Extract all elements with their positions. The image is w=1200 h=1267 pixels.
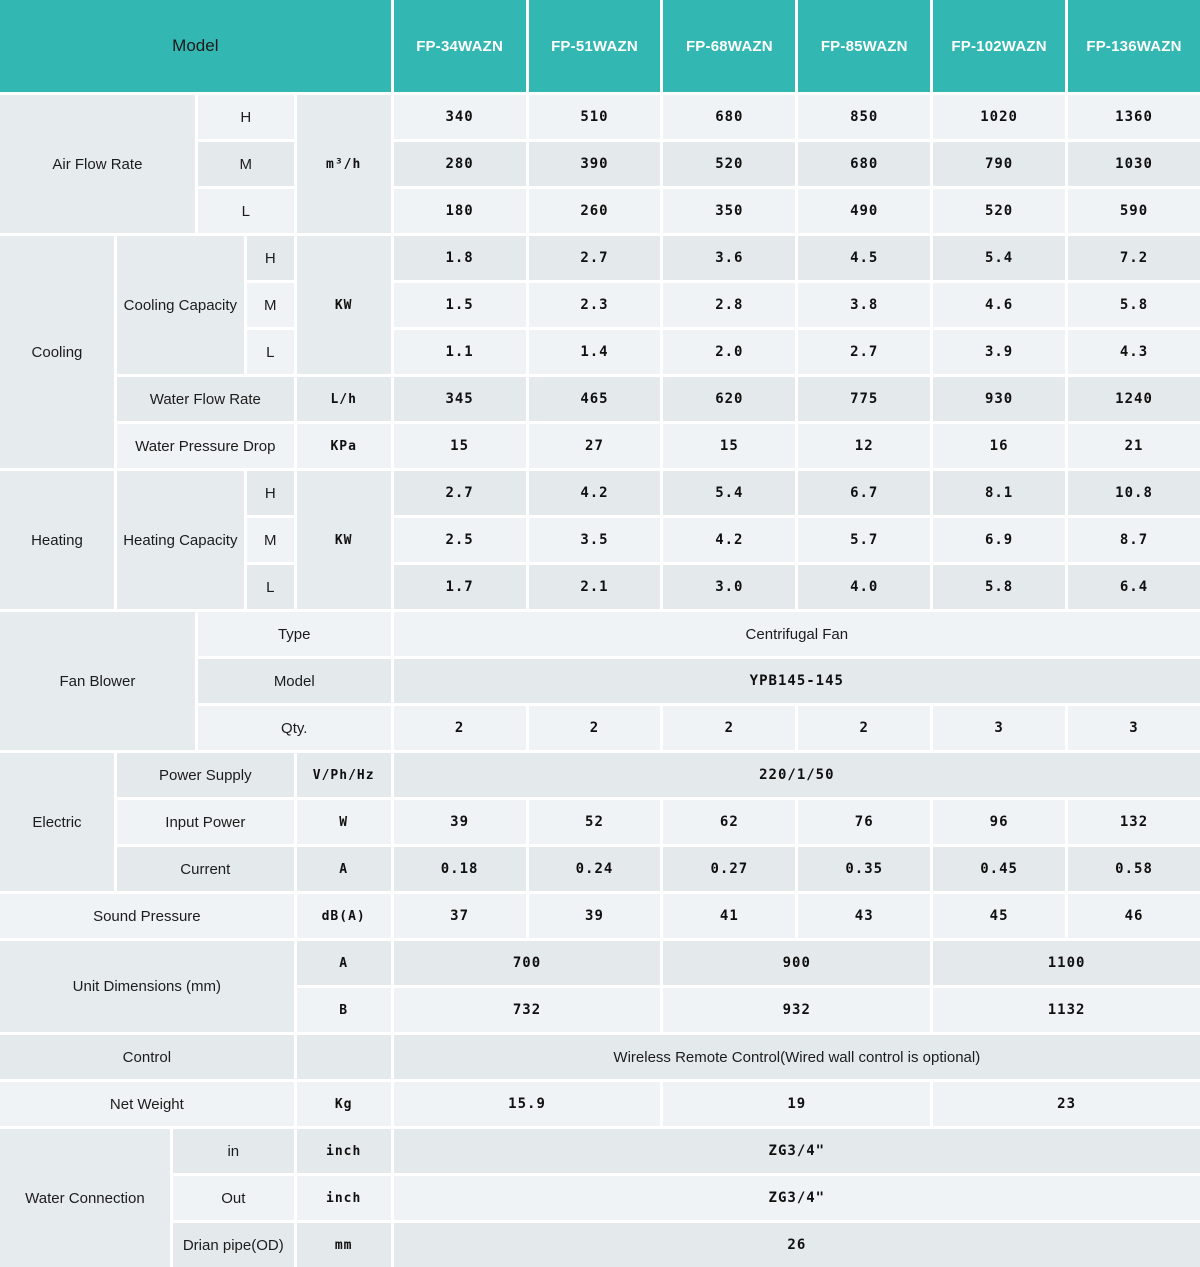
value-cell: 5.4 xyxy=(663,471,795,515)
value-cell: 340 xyxy=(394,95,526,139)
dimension-letter: A xyxy=(297,941,391,985)
water-in-value: ZG3/4" xyxy=(394,1129,1200,1173)
value-cell: 43 xyxy=(798,894,930,938)
value-cell: 2.0 xyxy=(663,330,795,374)
model-column-header: FP-68WAZN xyxy=(663,0,795,92)
heating-section-label: Heating xyxy=(0,471,114,609)
model-column-header: FP-136WAZN xyxy=(1068,0,1200,92)
value-cell: 2.7 xyxy=(529,236,661,280)
value-cell: 3.9 xyxy=(933,330,1065,374)
value-cell: 1.5 xyxy=(394,283,526,327)
input-power-label: Input Power xyxy=(117,800,294,844)
value-cell: 6.9 xyxy=(933,518,1065,562)
value-cell: 5.8 xyxy=(933,565,1065,609)
value-cell: 21 xyxy=(1068,424,1200,468)
drain-pipe-unit: mm xyxy=(297,1223,391,1267)
control-value: Wireless Remote Control(Wired wall control is optional) xyxy=(394,1035,1200,1079)
fan-model-label: Model xyxy=(198,659,391,703)
value-cell: 96 xyxy=(933,800,1065,844)
value-cell: 1360 xyxy=(1068,95,1200,139)
value-cell: 700 xyxy=(394,941,661,985)
value-cell: 4.2 xyxy=(663,518,795,562)
water-in-unit: inch xyxy=(297,1129,391,1173)
value-cell: 2.8 xyxy=(663,283,795,327)
value-cell: 1.7 xyxy=(394,565,526,609)
value-cell: 0.27 xyxy=(663,847,795,891)
value-cell: 465 xyxy=(529,377,661,421)
dimension-letter: B xyxy=(297,988,391,1032)
value-cell: 520 xyxy=(663,142,795,186)
fan-blower-section-label: Fan Blower xyxy=(0,612,195,750)
value-cell: 5.8 xyxy=(1068,283,1200,327)
value-cell: 680 xyxy=(798,142,930,186)
dimensions-section-label: Unit Dimensions (mm) xyxy=(0,941,294,1032)
value-cell: 4.2 xyxy=(529,471,661,515)
value-cell: 15 xyxy=(663,424,795,468)
value-cell: 932 xyxy=(663,988,930,1032)
value-cell: 510 xyxy=(529,95,661,139)
value-cell: 0.24 xyxy=(529,847,661,891)
value-cell: 345 xyxy=(394,377,526,421)
value-cell: 620 xyxy=(663,377,795,421)
value-cell: 15 xyxy=(394,424,526,468)
model-column-header: FP-34WAZN xyxy=(394,0,526,92)
drain-pipe-label: Drian pipe(OD) xyxy=(173,1223,294,1267)
value-cell: 930 xyxy=(933,377,1065,421)
value-cell: 732 xyxy=(394,988,661,1032)
value-cell: 850 xyxy=(798,95,930,139)
value-cell: 27 xyxy=(529,424,661,468)
value-cell: 39 xyxy=(394,800,526,844)
model-column-header: FP-51WAZN xyxy=(529,0,661,92)
value-cell: 0.58 xyxy=(1068,847,1200,891)
value-cell: 490 xyxy=(798,189,930,233)
speed-label: L xyxy=(247,565,294,609)
value-cell: 1240 xyxy=(1068,377,1200,421)
value-cell: 15.9 xyxy=(394,1082,661,1126)
value-cell: 37 xyxy=(394,894,526,938)
value-cell: 790 xyxy=(933,142,1065,186)
sound-pressure-unit: dB(A) xyxy=(297,894,391,938)
value-cell: 1132 xyxy=(933,988,1200,1032)
value-cell: 3 xyxy=(933,706,1065,750)
speed-label: M xyxy=(198,142,294,186)
airflow-section-label: Air Flow Rate xyxy=(0,95,195,233)
value-cell: 2 xyxy=(394,706,526,750)
value-cell: 2 xyxy=(529,706,661,750)
cooling-section-label: Cooling xyxy=(0,236,114,468)
value-cell: 132 xyxy=(1068,800,1200,844)
value-cell: 775 xyxy=(798,377,930,421)
value-cell: 16 xyxy=(933,424,1065,468)
input-power-unit: W xyxy=(297,800,391,844)
value-cell: 0.18 xyxy=(394,847,526,891)
control-unit-cell-empty xyxy=(297,1035,391,1079)
speed-label: L xyxy=(198,189,294,233)
value-cell: 5.4 xyxy=(933,236,1065,280)
value-cell: 350 xyxy=(663,189,795,233)
value-cell: 280 xyxy=(394,142,526,186)
value-cell: 1.4 xyxy=(529,330,661,374)
value-cell: 52 xyxy=(529,800,661,844)
value-cell: 0.35 xyxy=(798,847,930,891)
value-cell: 520 xyxy=(933,189,1065,233)
water-out-value: ZG3/4" xyxy=(394,1176,1200,1220)
value-cell: 390 xyxy=(529,142,661,186)
value-cell: 2 xyxy=(663,706,795,750)
fan-type-label: Type xyxy=(198,612,391,656)
water-flow-rate-unit: L/h xyxy=(297,377,391,421)
value-cell: 4.5 xyxy=(798,236,930,280)
speed-label: L xyxy=(247,330,294,374)
fan-qty-label: Qty. xyxy=(198,706,391,750)
value-cell: 3.5 xyxy=(529,518,661,562)
fan-type-value: Centrifugal Fan xyxy=(394,612,1200,656)
speed-label: M xyxy=(247,283,294,327)
value-cell: 4.6 xyxy=(933,283,1065,327)
value-cell: 5.7 xyxy=(798,518,930,562)
value-cell: 41 xyxy=(663,894,795,938)
value-cell: 2 xyxy=(798,706,930,750)
value-cell: 39 xyxy=(529,894,661,938)
value-cell: 6.4 xyxy=(1068,565,1200,609)
value-cell: 180 xyxy=(394,189,526,233)
value-cell: 23 xyxy=(933,1082,1200,1126)
heating-capacity-label: Heating Capacity xyxy=(117,471,244,609)
airflow-unit: m³/h xyxy=(297,95,391,233)
value-cell: 19 xyxy=(663,1082,930,1126)
value-cell: 4.3 xyxy=(1068,330,1200,374)
sound-pressure-label: Sound Pressure xyxy=(0,894,294,938)
water-connection-section-label: Water Connection xyxy=(0,1129,170,1267)
value-cell: 3.8 xyxy=(798,283,930,327)
value-cell: 45 xyxy=(933,894,1065,938)
value-cell: 590 xyxy=(1068,189,1200,233)
power-supply-label: Power Supply xyxy=(117,753,294,797)
model-column-header: FP-85WAZN xyxy=(798,0,930,92)
water-pressure-drop-label: Water Pressure Drop xyxy=(117,424,294,468)
value-cell: 46 xyxy=(1068,894,1200,938)
value-cell: 900 xyxy=(663,941,930,985)
model-header-cell: Model xyxy=(0,0,391,92)
speed-label: H xyxy=(247,471,294,515)
water-out-unit: inch xyxy=(297,1176,391,1220)
value-cell: 8.7 xyxy=(1068,518,1200,562)
speed-label: M xyxy=(247,518,294,562)
net-weight-unit: Kg xyxy=(297,1082,391,1126)
value-cell: 6.7 xyxy=(798,471,930,515)
value-cell: 12 xyxy=(798,424,930,468)
value-cell: 4.0 xyxy=(798,565,930,609)
value-cell: 1020 xyxy=(933,95,1065,139)
value-cell: 3.6 xyxy=(663,236,795,280)
value-cell: 680 xyxy=(663,95,795,139)
electric-section-label: Electric xyxy=(0,753,114,891)
speed-label: H xyxy=(247,236,294,280)
power-supply-unit: V/Ph/Hz xyxy=(297,753,391,797)
value-cell: 62 xyxy=(663,800,795,844)
value-cell: 76 xyxy=(798,800,930,844)
value-cell: 1.1 xyxy=(394,330,526,374)
water-in-label: in xyxy=(173,1129,294,1173)
value-cell: 1030 xyxy=(1068,142,1200,186)
cooling-capacity-label: Cooling Capacity xyxy=(117,236,244,374)
heating-capacity-unit: KW xyxy=(297,471,391,609)
cooling-capacity-unit: KW xyxy=(297,236,391,374)
power-supply-value: 220/1/50 xyxy=(394,753,1200,797)
value-cell: 2.3 xyxy=(529,283,661,327)
water-out-label: Out xyxy=(173,1176,294,1220)
net-weight-label: Net Weight xyxy=(0,1082,294,1126)
speed-label: H xyxy=(198,95,294,139)
current-label: Current xyxy=(117,847,294,891)
drain-pipe-value: 26 xyxy=(394,1223,1200,1267)
current-unit: A xyxy=(297,847,391,891)
value-cell: 3 xyxy=(1068,706,1200,750)
value-cell: 0.45 xyxy=(933,847,1065,891)
water-flow-rate-label: Water Flow Rate xyxy=(117,377,294,421)
value-cell: 2.1 xyxy=(529,565,661,609)
value-cell: 1100 xyxy=(933,941,1200,985)
value-cell: 2.7 xyxy=(394,471,526,515)
value-cell: 3.0 xyxy=(663,565,795,609)
value-cell: 10.8 xyxy=(1068,471,1200,515)
control-label: Control xyxy=(0,1035,294,1079)
value-cell: 260 xyxy=(529,189,661,233)
value-cell: 8.1 xyxy=(933,471,1065,515)
water-pressure-drop-unit: KPa xyxy=(297,424,391,468)
model-column-header: FP-102WAZN xyxy=(933,0,1065,92)
value-cell: 2.7 xyxy=(798,330,930,374)
fan-model-value: YPB145-145 xyxy=(394,659,1200,703)
value-cell: 1.8 xyxy=(394,236,526,280)
value-cell: 2.5 xyxy=(394,518,526,562)
value-cell: 7.2 xyxy=(1068,236,1200,280)
